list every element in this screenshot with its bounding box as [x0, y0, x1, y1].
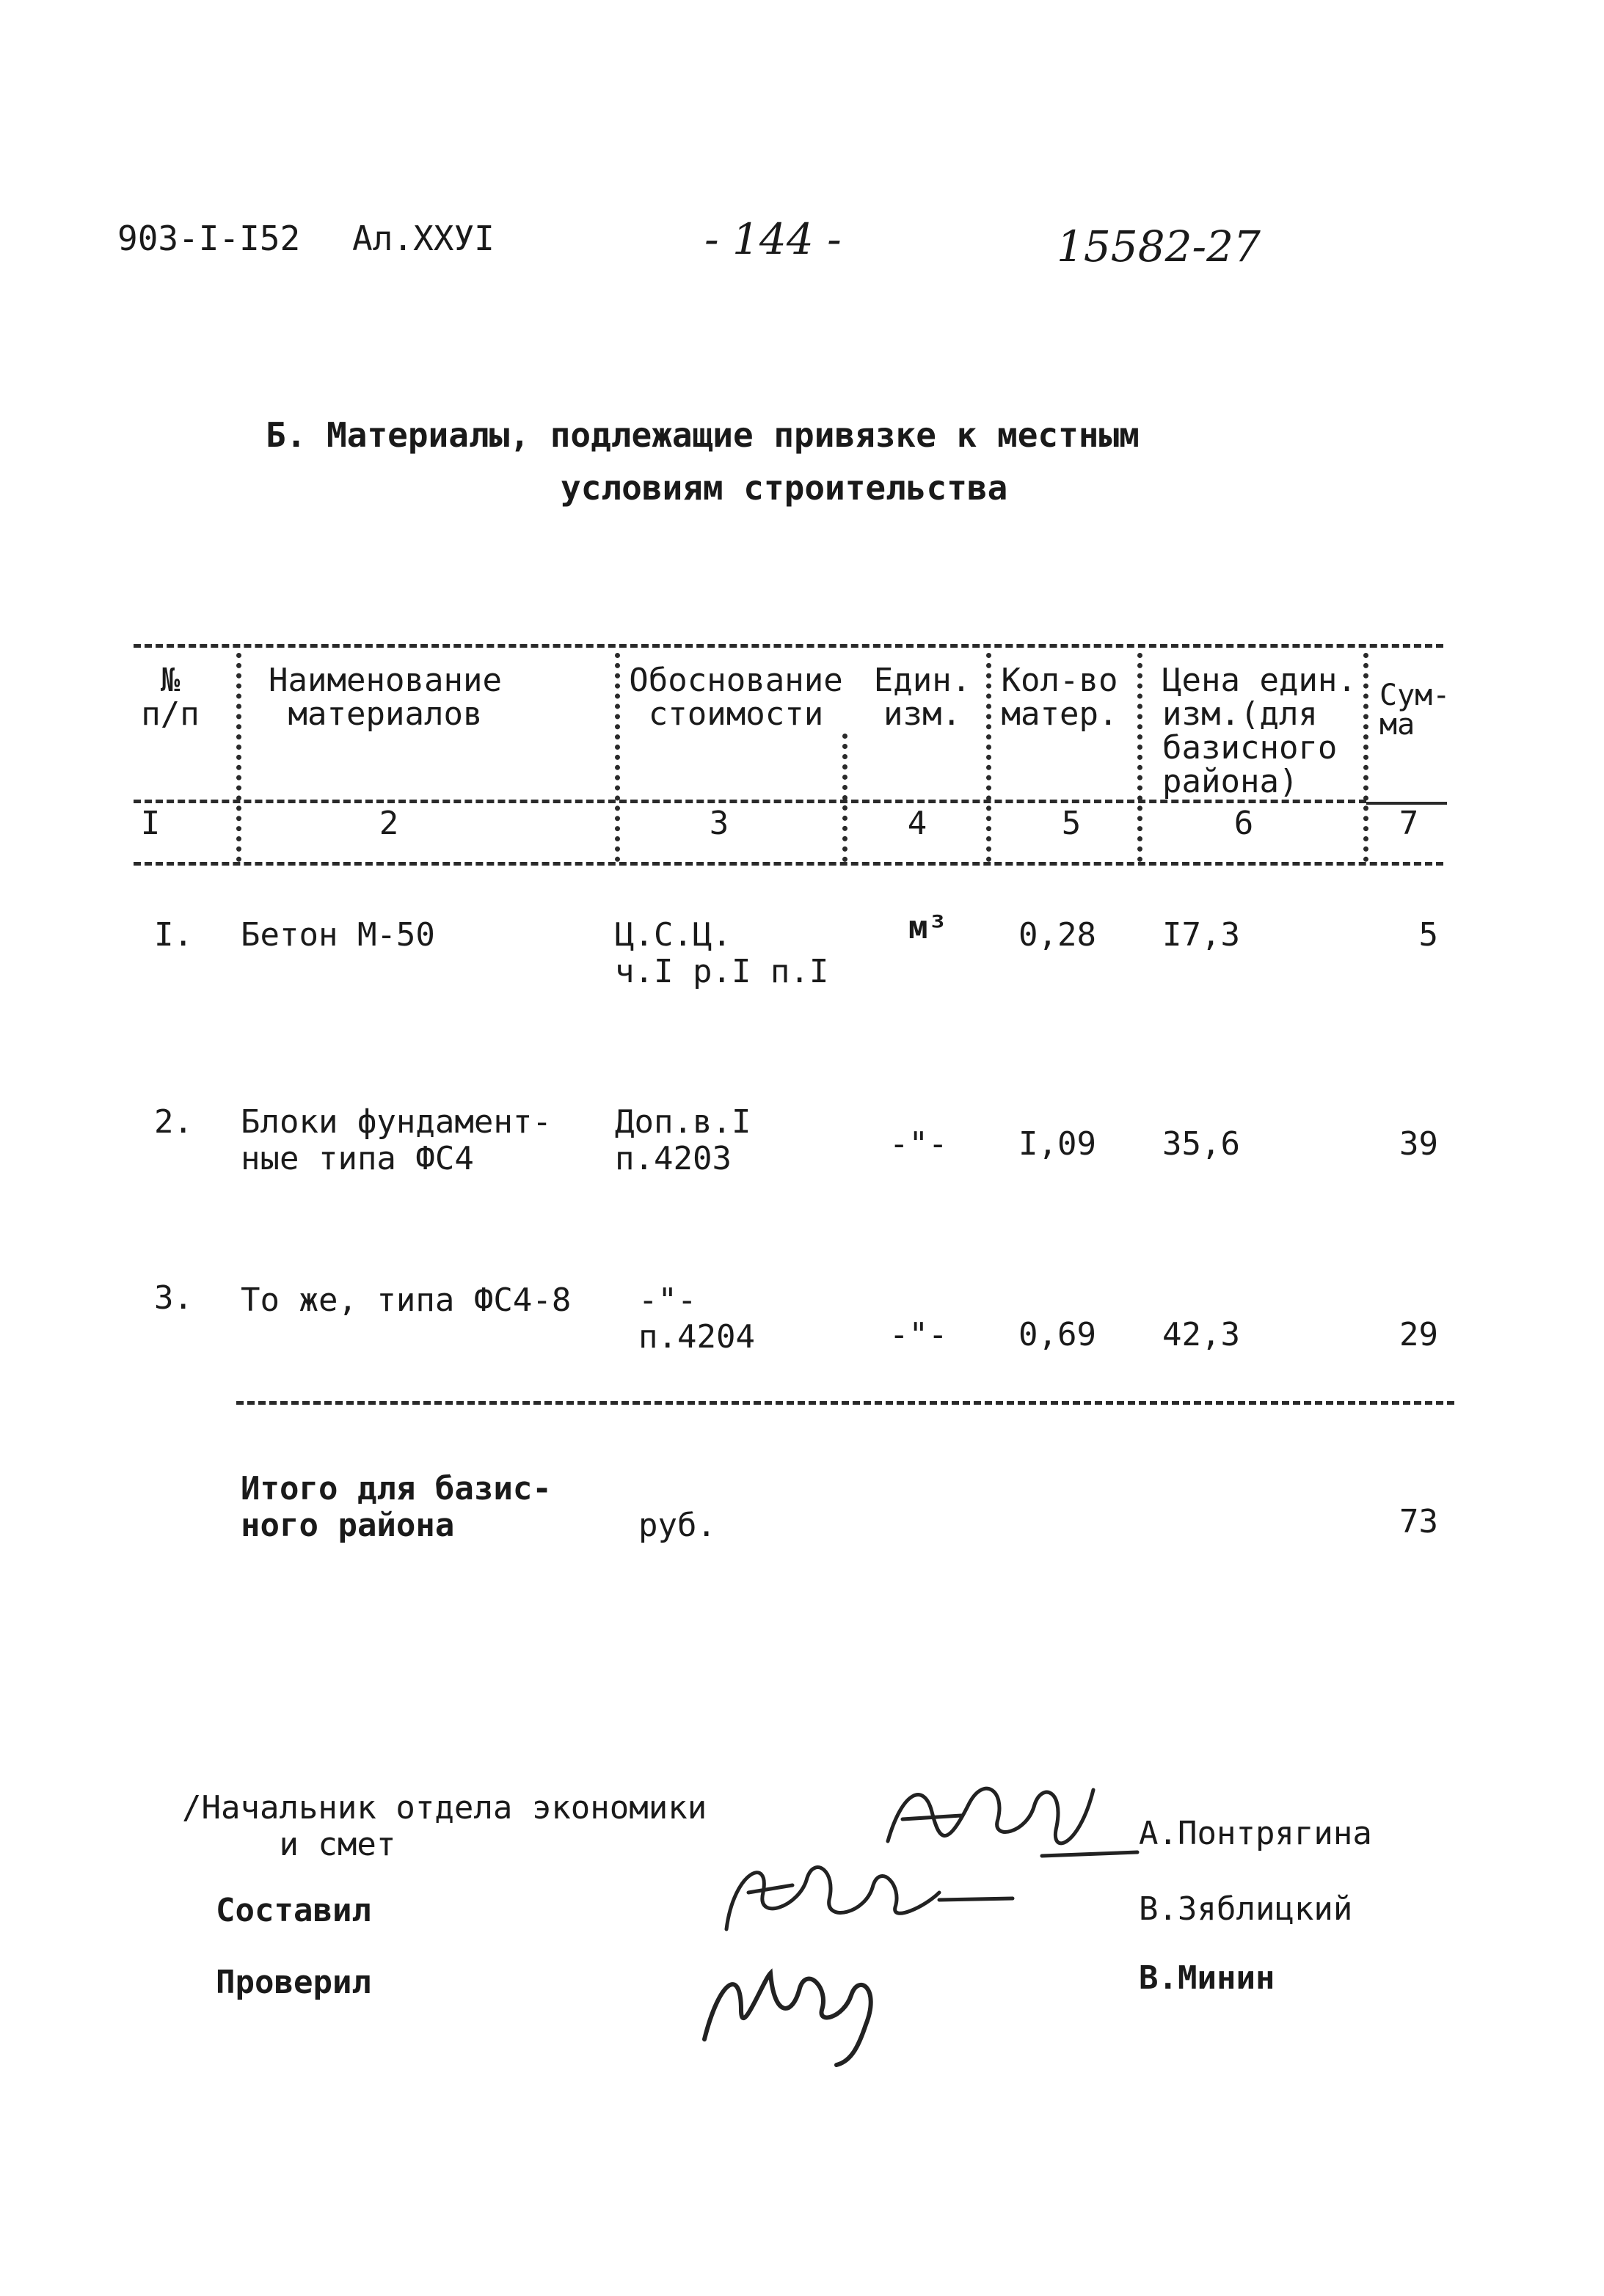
- document-code: 903-I-I52: [117, 219, 301, 258]
- header-bottom-rule: [134, 862, 1443, 866]
- colnum-2: 2: [379, 805, 399, 842]
- row-sum: 29: [1399, 1316, 1438, 1353]
- colnum-4: 4: [907, 805, 927, 842]
- col-separator-2: [615, 653, 620, 862]
- row-quantity: 0,69: [1018, 1316, 1096, 1353]
- col-separator-1: [236, 653, 241, 862]
- header-unit-price: Цена един. изм.(для базисного района): [1162, 662, 1357, 800]
- row-material-name: Блоки фундамент- ные типа ФС4: [241, 1103, 552, 1177]
- row-unit: м³: [908, 909, 947, 946]
- row-material-name: То же, типа ФС4-8: [241, 1282, 572, 1319]
- total-unit: руб.: [638, 1507, 716, 1544]
- row-quantity: I,09: [1018, 1125, 1096, 1163]
- section-title-line2: условиям строительства: [561, 468, 1008, 508]
- header-divider: [134, 800, 1366, 803]
- row-unit-price: 35,6: [1162, 1125, 1240, 1163]
- header-number: № п/п: [141, 662, 200, 733]
- section-title-line1: Б. Материалы, подлежащие привязке к местным: [266, 415, 1140, 455]
- row-sum: 5: [1418, 916, 1438, 954]
- colnum-3: 3: [709, 805, 729, 842]
- signer-name-checker: В.Минин: [1139, 1959, 1275, 1997]
- row-sum: 39: [1399, 1125, 1438, 1163]
- total-label: Итого для базис- ного района: [241, 1470, 552, 1544]
- row-unit-price: 42,3: [1162, 1316, 1240, 1353]
- signer-role-checker: Проверил: [216, 1964, 371, 2001]
- col-separator-6: [1363, 653, 1368, 862]
- row-cost-basis: Ц.С.Ц. ч.I р.I п.I: [615, 916, 829, 990]
- total-rule: [236, 1401, 1454, 1405]
- header-quantity: Кол-во матер.: [1001, 662, 1118, 733]
- signature-2: [704, 1841, 1013, 1944]
- row-number: 3.: [154, 1279, 193, 1317]
- col-separator-5: [1137, 653, 1142, 862]
- header-cost-basis: Обоснование стоимости: [629, 662, 843, 733]
- signer-name-compiler: В.Зяблицкий: [1139, 1890, 1353, 1928]
- table-top-rule: [134, 644, 1443, 648]
- total-sum: 73: [1399, 1503, 1438, 1540]
- header-sum: Сум- ма: [1379, 679, 1451, 742]
- archive-stamp: 15582-27: [1057, 222, 1261, 271]
- row-cost-basis: -"- п.4204: [638, 1282, 755, 1356]
- signer-role-head: /Начальник отдела экономики и смет: [182, 1789, 707, 1863]
- colnum-1: I: [140, 805, 161, 842]
- row-number: 2.: [154, 1103, 193, 1141]
- colnum-6: 6: [1233, 805, 1254, 842]
- row-unit: -"-: [889, 1316, 948, 1353]
- signer-role-compiler: Составил: [216, 1892, 371, 1929]
- row-cost-basis: Доп.в.I п.4203: [615, 1103, 751, 1177]
- row-unit-price: I7,3: [1162, 916, 1240, 954]
- header-material-name: Наименование материалов: [269, 662, 502, 733]
- album-number: Ал.ХХУI: [352, 219, 495, 258]
- header-unit: Един. изм.: [873, 662, 971, 733]
- row-material-name: Бетон М-50: [241, 916, 435, 954]
- col-separator-4: [986, 653, 991, 862]
- colnum-7: 7: [1399, 805, 1419, 842]
- row-number: I.: [154, 916, 193, 954]
- row-unit: -"-: [889, 1125, 948, 1163]
- colnum-5: 5: [1061, 805, 1082, 842]
- signer-name-head: А.Понтрягина: [1139, 1815, 1372, 1852]
- page-number: - 144 -: [704, 214, 842, 264]
- row-quantity: 0,28: [1018, 916, 1096, 954]
- signature-3: [690, 1937, 910, 2069]
- col-separator-3: [842, 734, 847, 862]
